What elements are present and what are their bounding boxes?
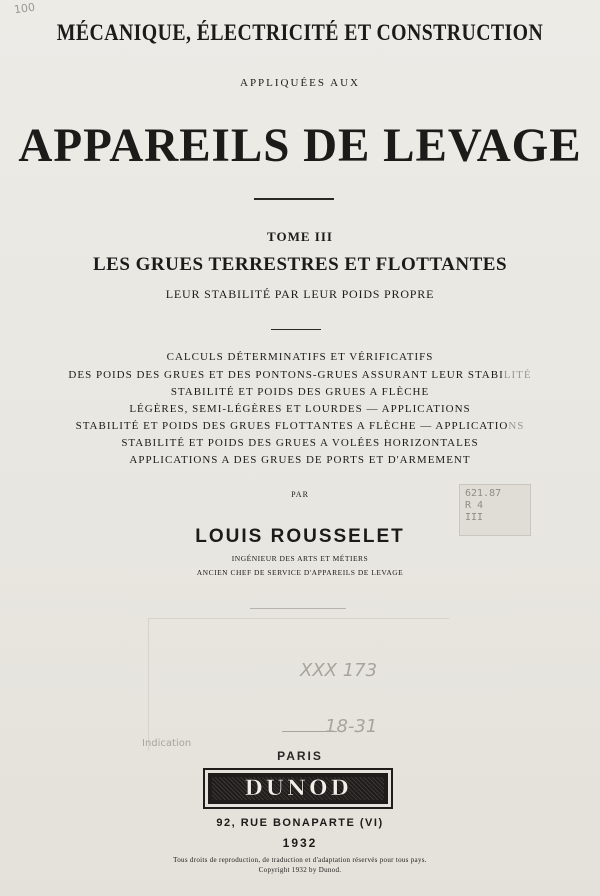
publisher-logo <box>203 768 393 809</box>
main-title: APPAREILS DE LEVAGE <box>18 119 582 172</box>
author-credential: INGÉNIEUR DES ARTS ET MÉTIERS <box>231 554 369 563</box>
title-line-1: MÉCANIQUE, ÉLECTRICITÉ ET CONSTRUCTION <box>56 20 544 45</box>
title-line-2: APPLIQUÉES AUX <box>240 77 360 89</box>
publisher-city: PARIS <box>277 749 323 763</box>
pencil-annotation: 18-31 <box>325 716 378 737</box>
author-credential: ANCIEN CHEF DE SERVICE D'APPAREILS DE LEVAGE <box>196 568 404 577</box>
contents-text: DES POIDS DES GRUES ET DES PONTONS-GRUES ASSURANT LEUR STABI <box>68 369 504 381</box>
divider-rule <box>271 329 321 330</box>
stamp-line: R 4 <box>465 500 484 511</box>
contents-line: STABILITÉ ET POIDS DES GRUES A VOLÉES HORIZONTALES <box>121 437 479 449</box>
divider-rule <box>250 608 346 609</box>
pencil-annotation: XXX 173 <box>300 660 378 681</box>
stamp-line: III <box>465 512 484 523</box>
stamp-line: 621.87 <box>465 488 502 499</box>
divider-rule <box>254 198 334 200</box>
pencil-annotation: Indication <box>142 738 192 749</box>
contents-line <box>0 369 600 381</box>
rights-notice: Tous droits de reproduction, de traduction et d'adaptation réservés pour tous pays. <box>173 856 427 864</box>
contents-text-faded: LITÉ <box>503 369 532 381</box>
volume-subtitle: LEUR STABILITÉ PAR LEUR POIDS PROPRE <box>165 287 435 301</box>
contents-line <box>0 420 600 432</box>
publication-year: 1932 <box>282 836 318 850</box>
volume-subject: LES GRUES TERRESTRES ET FLOTTANTES <box>92 254 508 275</box>
publisher-address: 92, RUE BONAPARTE (VI) <box>216 817 384 829</box>
contents-line: APPLICATIONS A DES GRUES DE PORTS ET D'ARMEMENT <box>129 454 471 466</box>
copyright-notice: Copyright 1932 by Dunod. <box>258 866 342 874</box>
contents-text-faded: NS <box>508 420 525 432</box>
contents-line: CALCULS DÉTERMINATIFS ET VÉRIFICATIFS <box>166 351 434 363</box>
contents-line: LÉGÈRES, SEMI-LÉGÈRES ET LOURDES — APPLICATIONS <box>129 403 471 415</box>
author-name: LOUIS ROUSSELET <box>195 526 405 547</box>
pencil-note: 100 <box>13 0 36 17</box>
tome-number: TOME III <box>267 229 333 244</box>
logo-text: DUNOD <box>244 775 352 800</box>
by-label: PAR <box>291 490 309 499</box>
contents-text: STABILITÉ ET POIDS DES GRUES FLOTTANTES A FLÈCHE — APPLICATIO <box>75 420 509 432</box>
contents-line: STABILITÉ ET POIDS DES GRUES A FLÈCHE <box>170 386 430 398</box>
